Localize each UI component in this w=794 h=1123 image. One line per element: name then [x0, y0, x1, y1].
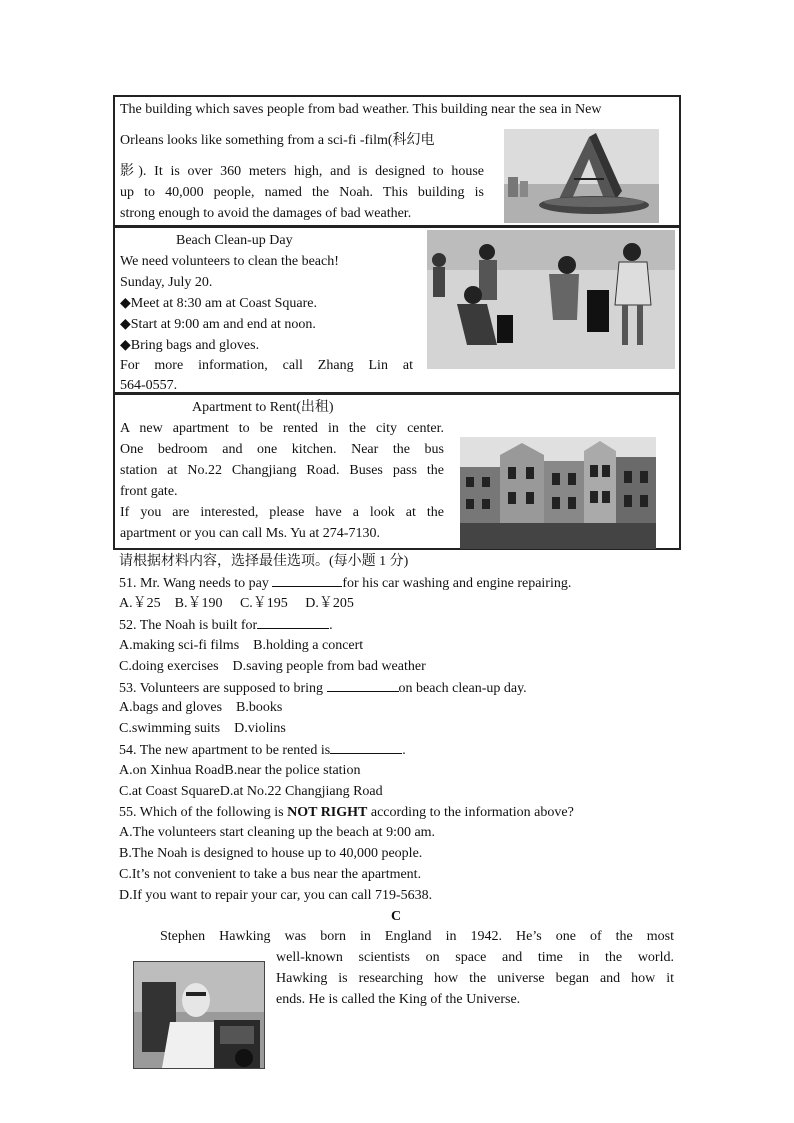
noah-line-4: up to 40,000 people, named the Noah. This building is [120, 185, 484, 200]
q54-stem-end: . [402, 743, 406, 758]
q54-options-ab: A.on Xinhua RoadB.near the police station [119, 763, 361, 778]
question-52 [119, 614, 333, 636]
q54-blank [330, 739, 402, 754]
q52-options-cd: C.doing exercises D.saving people from bad weather [119, 659, 426, 674]
hawking-line-1: Stephen Hawking was born in England in 1942. He’s one of the most [160, 929, 674, 944]
q54-options-cd: C.at Coast SquareD.at No.22 Changjiang Road [119, 784, 383, 799]
noah-line-2: Orleans looks like something from a sci-fi -film(科幻电 [120, 133, 435, 148]
beach-line-1: We need volunteers to clean the beach! [120, 254, 339, 269]
beach-cleanup-box [113, 226, 681, 394]
section-c-heading: C [391, 909, 402, 924]
beach-title: Beach Clean-up Day [176, 233, 293, 248]
hawking-line-4: ends. He is called the King of the Universe. [276, 992, 521, 1007]
apartment-rent-box [113, 393, 681, 550]
beach-bullet-2: ◆Start at 9:00 am and end at noon. [120, 317, 316, 332]
question-53 [119, 677, 527, 699]
noah-line-1: The building which saves people from bad weather. This building near the sea in New [120, 102, 602, 117]
beach-bullet-1: ◆Meet at 8:30 am at Coast Square. [120, 296, 317, 311]
q53-options-cd: C.swimming suits D.violins [119, 721, 286, 736]
q53-blank [327, 677, 399, 692]
q51-stem-end: for his car washing and engine repairing. [342, 576, 572, 591]
question-51 [119, 572, 571, 594]
apartment-line-5: If you are interested, please have a look at the [120, 505, 444, 520]
q52-stem-end: . [329, 618, 333, 633]
q53-options-ab: A.bags and gloves B.books [119, 700, 283, 715]
stephen-hawking-photo [133, 961, 265, 1069]
q52-blank [257, 614, 329, 629]
apartment-building-image [460, 437, 656, 549]
q52-options-ab: A.making sci-fi films B.holding a concert [119, 638, 364, 653]
noah-line-3: 影). It is over 360 meters high, and is designed to house [120, 164, 484, 179]
apartment-line-1: A new apartment to be rented in the city center. [120, 421, 444, 436]
apartment-line-4: front gate. [120, 484, 178, 499]
q55-option-d: D.If you want to repair your car, you can call 719-5638. [119, 888, 433, 903]
beach-line-2: Sunday, July 20. [120, 275, 213, 290]
q51-blank [272, 572, 342, 587]
noah-building-image [504, 129, 659, 223]
q55-option-b: B.The Noah is designed to house up to 40,000 people. [119, 846, 423, 861]
question-55 [119, 802, 574, 823]
q55-option-a: A.The volunteers start cleaning up the beach at 9:00 am. [119, 825, 436, 840]
q52-stem: 52. The Noah is built for [119, 618, 258, 633]
question-54 [119, 739, 406, 761]
q55-stem: 55. Which of the following is [119, 805, 288, 820]
apartment-title: Apartment to Rent(出租) [192, 400, 334, 415]
noah-article-box [113, 95, 681, 227]
apartment-line-2: One bedroom and one kitchen. Near the bus [120, 442, 444, 457]
noah-line-5: strong enough to avoid the damages of bad weather. [120, 206, 412, 221]
q54-stem: 54. The new apartment to be rented is [119, 743, 331, 758]
apartment-line-6: apartment or you can call Ms. Yu at 274-7130. [120, 526, 380, 541]
hawking-line-2: well-known scientists on space and time in the world. [276, 950, 674, 965]
beach-volunteers-image [427, 230, 675, 369]
q55-option-c: C.It’s not convenient to take a bus near the apartment. [119, 867, 422, 882]
hawking-line-3: Hawking is researching how the universe began and how it [276, 971, 674, 986]
q53-stem: 53. Volunteers are supposed to bring [119, 681, 327, 696]
q51-options: A.￥25 B.￥190 C.￥195 D.￥205 [119, 596, 354, 611]
beach-line-3: For more information, call Zhang Lin at [120, 358, 413, 373]
q55-emphasis: NOT RIGHT [287, 805, 368, 820]
beach-line-4: 564-0557. [120, 378, 178, 393]
beach-bullet-3: ◆Bring bags and gloves. [120, 338, 260, 353]
apartment-line-3: station at No.22 Changjiang Road. Buses pass the [120, 463, 444, 478]
q55-stem-end: according to the information above? [367, 805, 574, 820]
q53-stem-end: on beach clean-up day. [398, 681, 527, 696]
q51-stem: 51. Mr. Wang needs to pay [119, 576, 273, 591]
instructions: 请根据材料内容，选择最佳选项。(每小题 1 分) [119, 554, 409, 569]
